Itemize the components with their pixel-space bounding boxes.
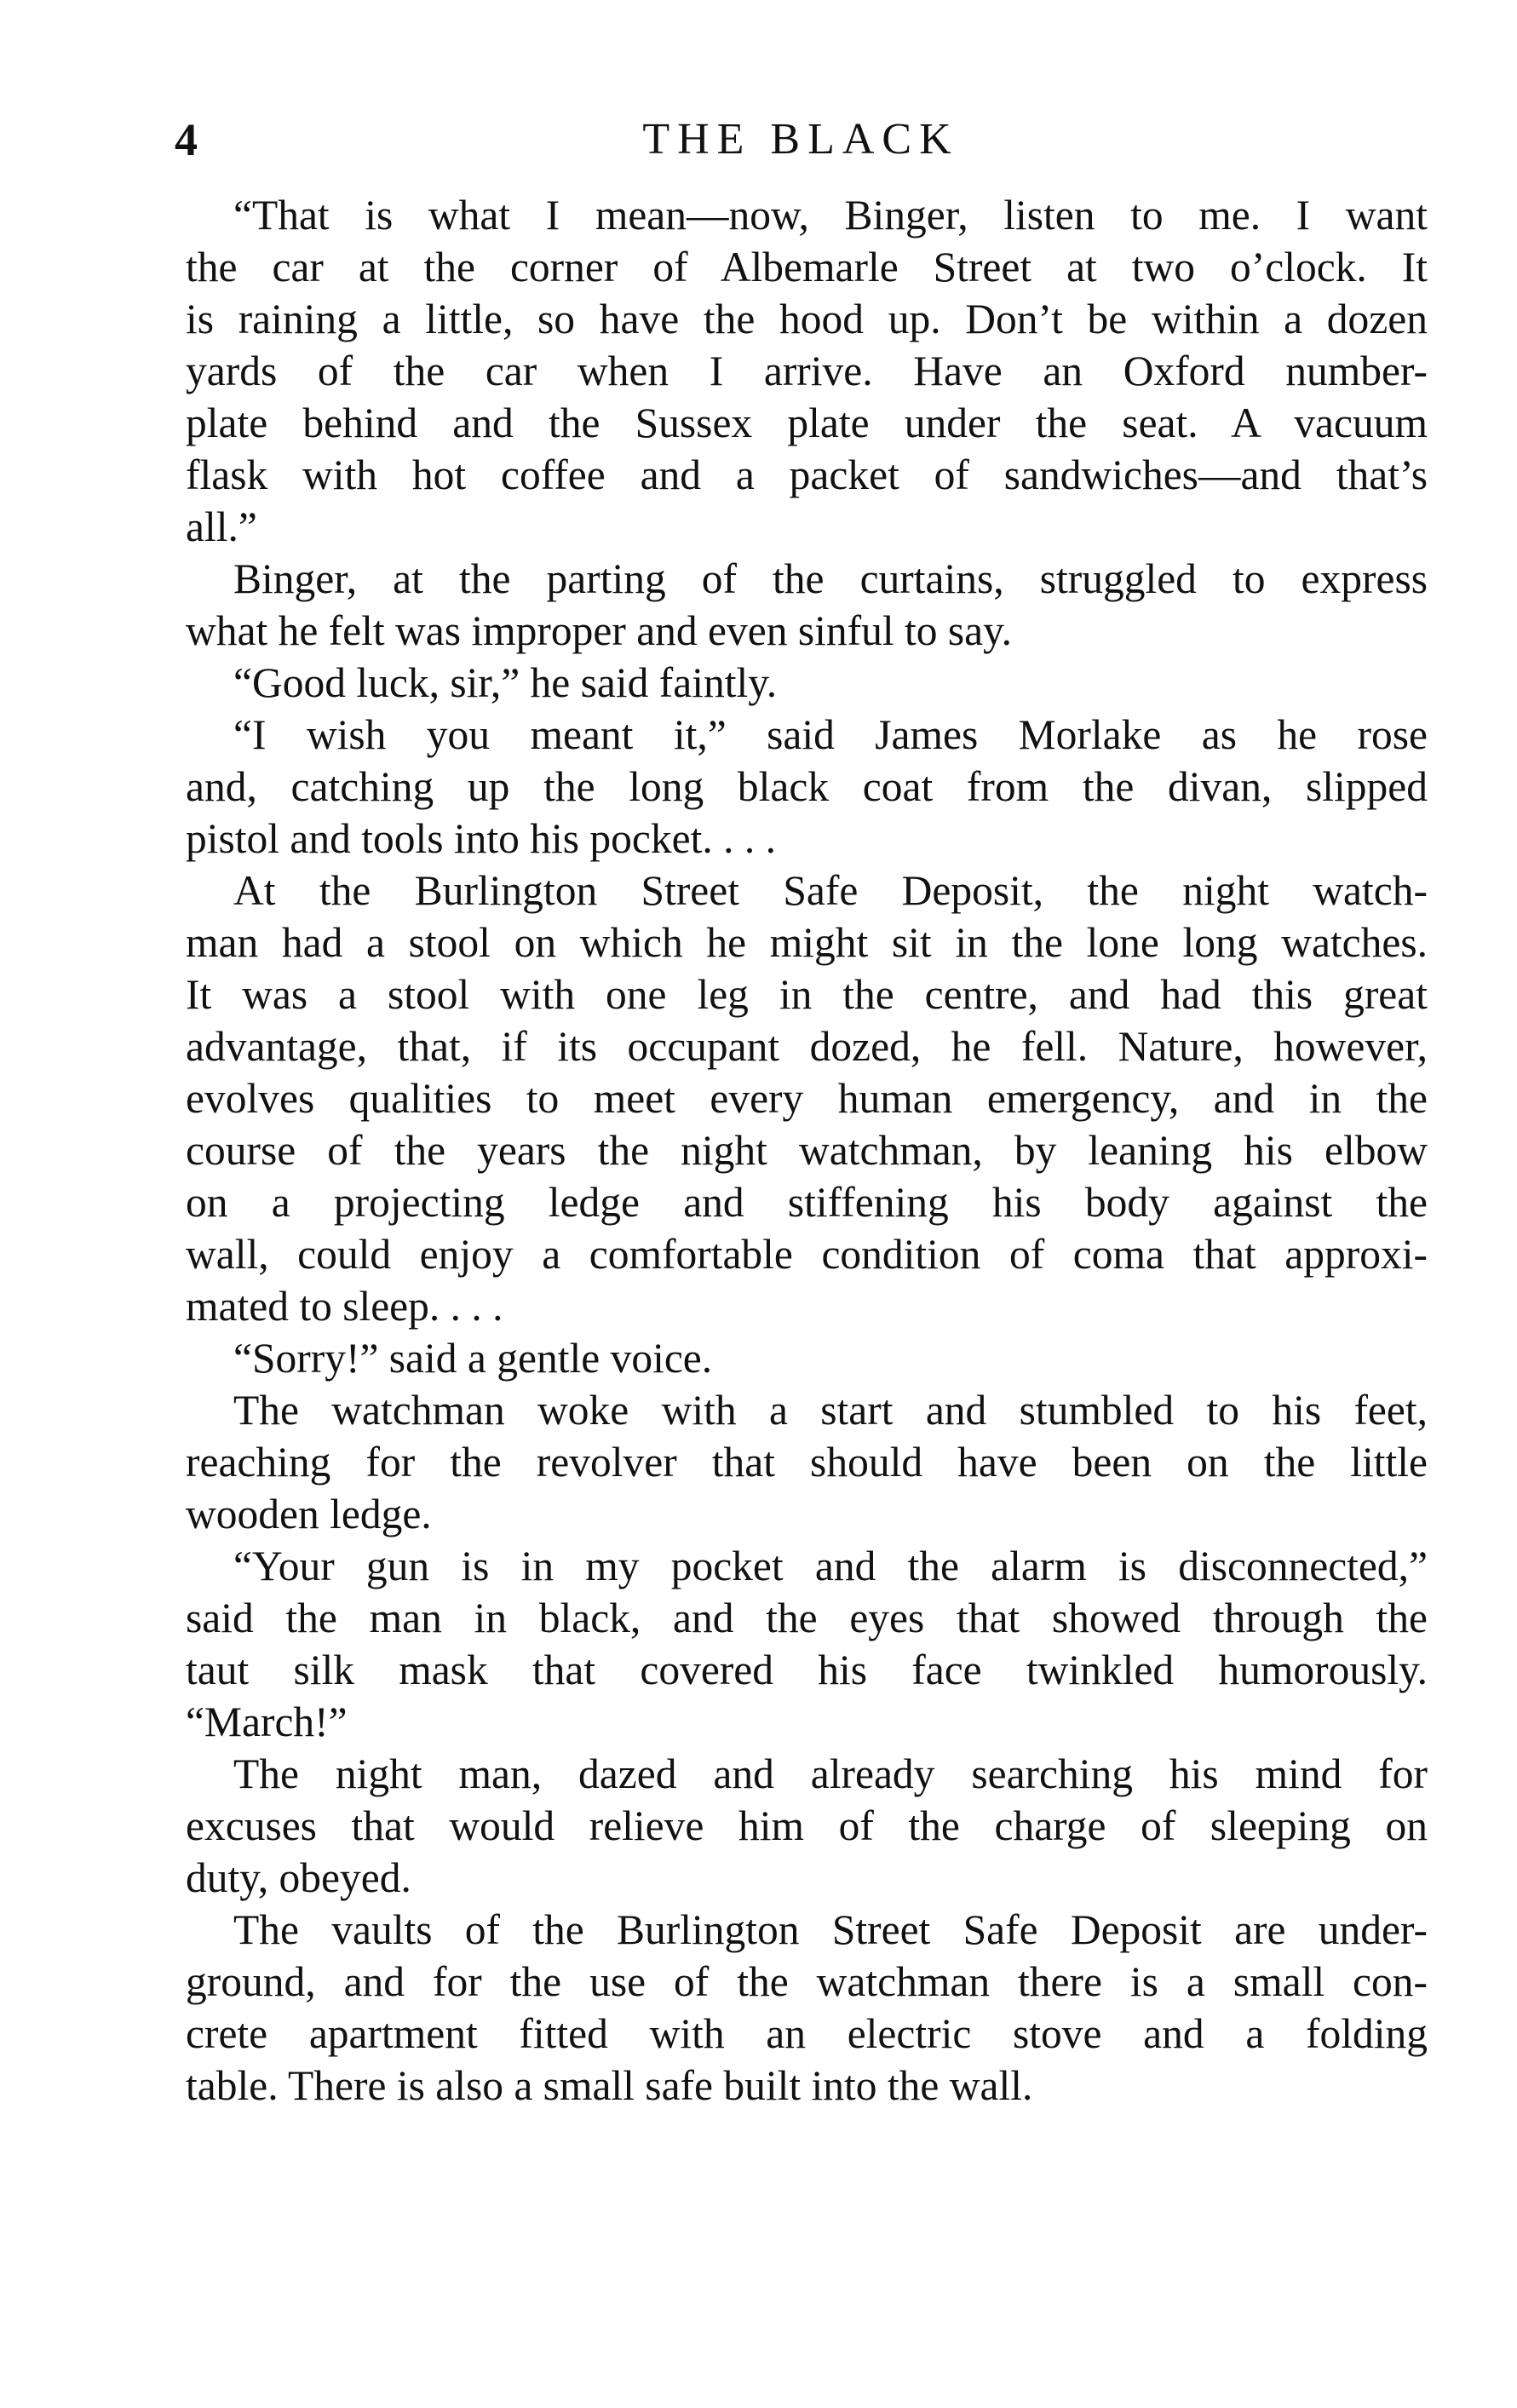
text-line: “I wish you meant it,” said James Morlake as he rose <box>233 711 1428 758</box>
paragraph <box>186 865 1428 1332</box>
body-text <box>186 189 1428 2112</box>
text-line: “Sorry!” said a gentle voice. <box>233 1335 713 1382</box>
text-line: The vaults of the Burlington Street Safe Deposit are under- <box>233 1906 1428 1953</box>
text-line: wooden ledge. <box>186 1491 432 1537</box>
paragraph <box>186 1904 1428 2112</box>
page-number: 4 <box>175 114 198 165</box>
text-line: “March!” <box>186 1698 348 1745</box>
text-line: and, catching up the long black coat from the divan, slipped <box>186 763 1428 810</box>
text-line: ground, and for the use of the watchman there is a small con- <box>186 1958 1428 2005</box>
text-line: course of the years the night watchman, by leaning his elbow <box>186 1127 1428 1174</box>
text-line: yards of the car when I arrive. Have an Oxford number- <box>186 348 1428 394</box>
text-line: At the Burlington Street Safe Deposit, the night watch- <box>233 867 1428 914</box>
text-line: flask with hot coffee and a packet of sandwiches—and that’s <box>186 451 1428 498</box>
text-line: is raining a little, so have the hood up. Don’t be within a dozen <box>186 296 1428 342</box>
text-line: taut silk mask that covered his face twinkled humorously. <box>186 1647 1428 1693</box>
text-line: wall, could enjoy a comfortable condition of coma that approxi- <box>186 1231 1428 1278</box>
paragraph <box>186 657 1428 709</box>
paragraph <box>186 553 1428 657</box>
text-line: advantage, that, if its occupant dozed, he fell. Nature, however, <box>186 1023 1428 1070</box>
text-line: said the man in black, and the eyes that showed through the <box>186 1595 1428 1641</box>
text-line: duty, obeyed. <box>186 1854 411 1901</box>
text-line: It was a stool with one leg in the centre, and had this great <box>186 971 1428 1018</box>
text-line: what he felt was improper and even sinful to say. <box>186 607 1013 654</box>
text-line: “Good luck, sir,” he said faintly. <box>233 659 778 706</box>
text-line: plate behind and the Sussex plate under the seat. A vacuum <box>186 399 1428 446</box>
paragraph <box>186 189 1428 553</box>
paragraph <box>186 1540 1428 1748</box>
text-line: on a projecting ledge and stiffening his body against the <box>186 1179 1428 1226</box>
text-line: excuses that would relieve him of the charge of sleeping on <box>186 1802 1428 1849</box>
text-line: Binger, at the parting of the curtains, struggled to express <box>233 555 1428 602</box>
text-line: “Your gun is in my pocket and the alarm is disconnected,” <box>233 1543 1428 1589</box>
text-line: reaching for the revolver that should have been on the little <box>186 1439 1428 1486</box>
paragraph <box>186 709 1428 865</box>
running-title: THE BLACK <box>642 115 959 164</box>
text-line: The watchman woke with a start and stumbled to his feet, <box>233 1387 1428 1434</box>
text-line: all.” <box>186 503 257 550</box>
paragraph <box>186 1384 1428 1540</box>
text-line: pistol and tools into his pocket. . . . <box>186 815 776 862</box>
paragraph <box>186 1332 1428 1384</box>
text-line: The night man, dazed and already searching his mind for <box>233 1750 1428 1797</box>
text-line: evolves qualities to meet every human emergency, and in the <box>186 1075 1428 1122</box>
text-line: crete apartment fitted with an electric stove and a folding <box>186 2010 1428 2057</box>
text-line: “That is what I mean—now, Binger, listen to me. I want <box>233 192 1428 239</box>
paragraph <box>186 1748 1428 1904</box>
text-line: table. There is also a small safe built into the wall. <box>186 2062 1033 2109</box>
text-line: man had a stool on which he might sit in the lone long watches. <box>186 919 1428 966</box>
running-head <box>170 109 1431 170</box>
text-line: mated to sleep. . . . <box>186 1283 503 1330</box>
text-line: the car at the corner of Albemarle Street at two o’clock. It <box>186 244 1428 290</box>
